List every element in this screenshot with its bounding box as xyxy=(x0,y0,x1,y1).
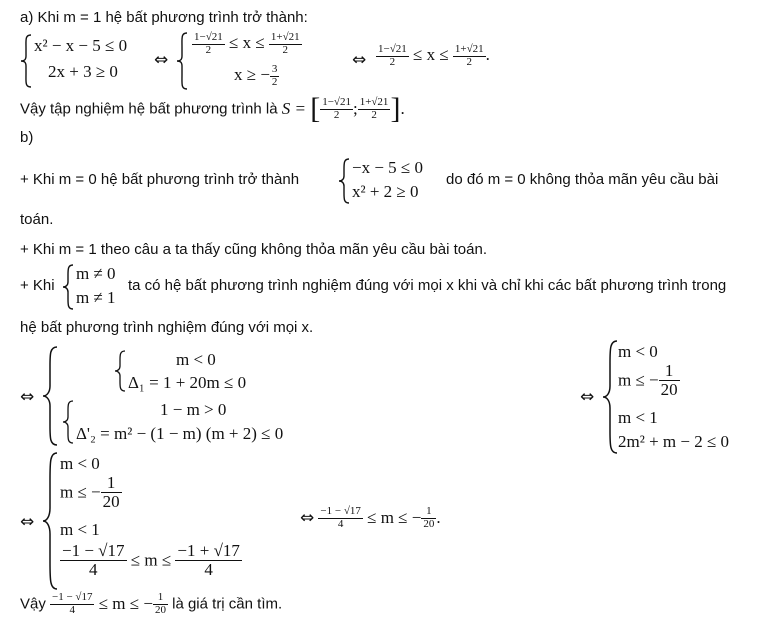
brace-inner-2 xyxy=(62,400,74,444)
case-general-continuation: hệ bất phương trình nghiệm đúng với mọi x. xyxy=(20,319,314,336)
fraction-denominator: 4 xyxy=(204,559,213,579)
fraction-denominator: 2 xyxy=(271,75,278,88)
fraction-numerator: 1+√21 xyxy=(270,31,300,43)
fraction-numerator: 1−√21 xyxy=(322,95,351,108)
big-system-2-row-3: m < 1 xyxy=(618,408,658,427)
fraction-numerator: −1 − √17 xyxy=(62,541,125,560)
big-system-3-row-4 xyxy=(60,542,242,579)
inequality-text: ≤ m ≤ xyxy=(126,550,176,570)
case-m0-suffix: do đó m = 0 không thỏa mãn yêu cầu bài xyxy=(446,171,719,188)
period: . xyxy=(400,99,405,118)
case-general-prefix: + Khi xyxy=(20,277,55,294)
fraction-denominator: 4 xyxy=(69,603,75,616)
fraction-numerator: 1 xyxy=(101,474,122,493)
period: . xyxy=(436,508,441,528)
big-system-1-row-2: Δ₁ = 1 + 20m ≤ 0 xyxy=(128,373,247,392)
case-general-row-2: m ≠ 1 xyxy=(76,288,116,307)
fraction-numerator: 1−√21 xyxy=(194,31,223,43)
fraction-denominator: 20 xyxy=(660,379,678,399)
inequality-text: ≤ m ≤ − xyxy=(94,594,153,614)
fraction-denominator: 20 xyxy=(154,603,166,616)
fraction-denominator: 2 xyxy=(466,55,473,68)
fraction-denominator: 20 xyxy=(102,491,120,511)
fraction-numerator: −1 − √17 xyxy=(320,505,361,517)
fraction-denominator: 4 xyxy=(89,559,98,579)
big-system-2-row-2 xyxy=(618,362,680,399)
case-general-suffix: ta có hệ bất phương trình nghiệm đúng với mọi x khi và chỉ khi các bất phương trình trong xyxy=(128,277,727,294)
system-1-row-1: x² − x − 5 ≤ 0 xyxy=(34,36,128,55)
system-1-row-2: 2x + 3 ≥ 0 xyxy=(48,62,118,81)
fraction-denominator: 2 xyxy=(282,43,289,56)
fraction-denominator: 4 xyxy=(337,517,344,530)
final-conclusion xyxy=(20,592,282,616)
period: . xyxy=(485,45,490,65)
conclusion-text: Vậy xyxy=(20,595,51,613)
conclusion-text: là giá trị cần tìm. xyxy=(167,595,283,613)
system-2-row-2 xyxy=(234,64,279,88)
iff-symbol: ⇔ xyxy=(580,387,595,407)
fraction-numerator: 1−√21 xyxy=(378,43,407,55)
conclusion-text: Vậy tập nghiệm hệ bất phương trình là xyxy=(20,100,282,118)
fraction-numerator: −1 + √17 xyxy=(177,541,240,560)
case-m0-row-1: −x − 5 ≤ 0 xyxy=(352,158,424,177)
brace-case-m0 xyxy=(338,158,350,204)
inequality-text: ≤ x ≤ xyxy=(408,45,453,65)
iff-symbol: ⇔ xyxy=(154,50,169,70)
brace-system-2 xyxy=(176,32,188,90)
set-symbol: S = xyxy=(281,99,311,118)
inequality-text: ≤ m ≤ − xyxy=(362,508,422,528)
fraction-numerator: 3 xyxy=(271,63,278,75)
big-system-2-row-1: m < 0 xyxy=(618,342,658,361)
big-system-1-row-3: 1 − m > 0 xyxy=(160,400,227,419)
fraction-numerator: 1 xyxy=(153,592,168,605)
fraction-denominator: 2 xyxy=(205,43,212,56)
inequality-text: m ≤ − xyxy=(618,370,659,390)
iff-symbol: ⇔ xyxy=(300,508,315,529)
part-b-label: b) xyxy=(20,129,34,146)
separator: ; xyxy=(352,99,358,118)
brace-system-1 xyxy=(20,34,32,88)
big-system-1-row-4: Δ'₂ = m² − (1 − m) (m + 2) ≤ 0 xyxy=(76,424,284,443)
fraction-numerator: 1 xyxy=(659,362,680,381)
big-system-3-row-1: m < 0 xyxy=(60,454,100,473)
brace-case-general xyxy=(62,264,74,310)
inequality-text: m ≤ − xyxy=(60,482,101,502)
part-a-conclusion xyxy=(20,92,405,126)
brace-big-system-1 xyxy=(42,346,58,446)
big-system-2-row-4: 2m² + m − 2 ≤ 0 xyxy=(618,432,730,451)
right-bracket: ] xyxy=(390,92,401,125)
part-a-result xyxy=(376,44,490,68)
brace-big-system-3 xyxy=(42,452,58,590)
case-m0-prefix: + Khi m = 0 hệ bất phương trình trở thành xyxy=(20,171,300,188)
iff-symbol: ⇔ xyxy=(20,387,35,407)
brace-big-system-2 xyxy=(602,340,618,454)
case-m1: + Khi m = 1 theo câu a ta thấy cũng không thỏa mãn yêu cầu bài toán. xyxy=(20,241,487,258)
fraction-denominator: 2 xyxy=(333,108,340,121)
case-m0-continuation: toán. xyxy=(20,211,54,228)
case-general-row-1: m ≠ 0 xyxy=(76,264,116,283)
fraction-numerator: −1 − √17 xyxy=(52,591,93,603)
fraction-denominator: 2 xyxy=(371,108,377,121)
system-2-row-1 xyxy=(192,32,302,56)
big-system-3-row-3: m < 1 xyxy=(60,520,100,539)
fraction-numerator: 1+√21 xyxy=(359,95,389,108)
inequality-text: x ≥ − xyxy=(234,65,270,85)
brace-inner-1 xyxy=(114,350,126,392)
fraction-denominator: 20 xyxy=(423,517,435,530)
fraction-numerator: 1 xyxy=(421,506,436,519)
case-m0-row-2: x² + 2 ≥ 0 xyxy=(352,182,419,201)
iff-symbol: ⇔ xyxy=(352,50,367,70)
big-system-1-row-1: m < 0 xyxy=(176,350,216,369)
part-a-intro: a) Khi m = 1 hệ bất phương trình trở thành: xyxy=(20,9,308,26)
fraction-denominator: 2 xyxy=(389,55,396,68)
fraction-numerator: 1+√21 xyxy=(454,43,484,55)
big-system-3-row-2 xyxy=(60,474,122,511)
iff-symbol: ⇔ xyxy=(20,512,35,532)
inequality-text: ≤ x ≤ xyxy=(224,33,269,53)
big-system-3-result xyxy=(300,506,441,530)
left-bracket: [ xyxy=(310,92,321,125)
